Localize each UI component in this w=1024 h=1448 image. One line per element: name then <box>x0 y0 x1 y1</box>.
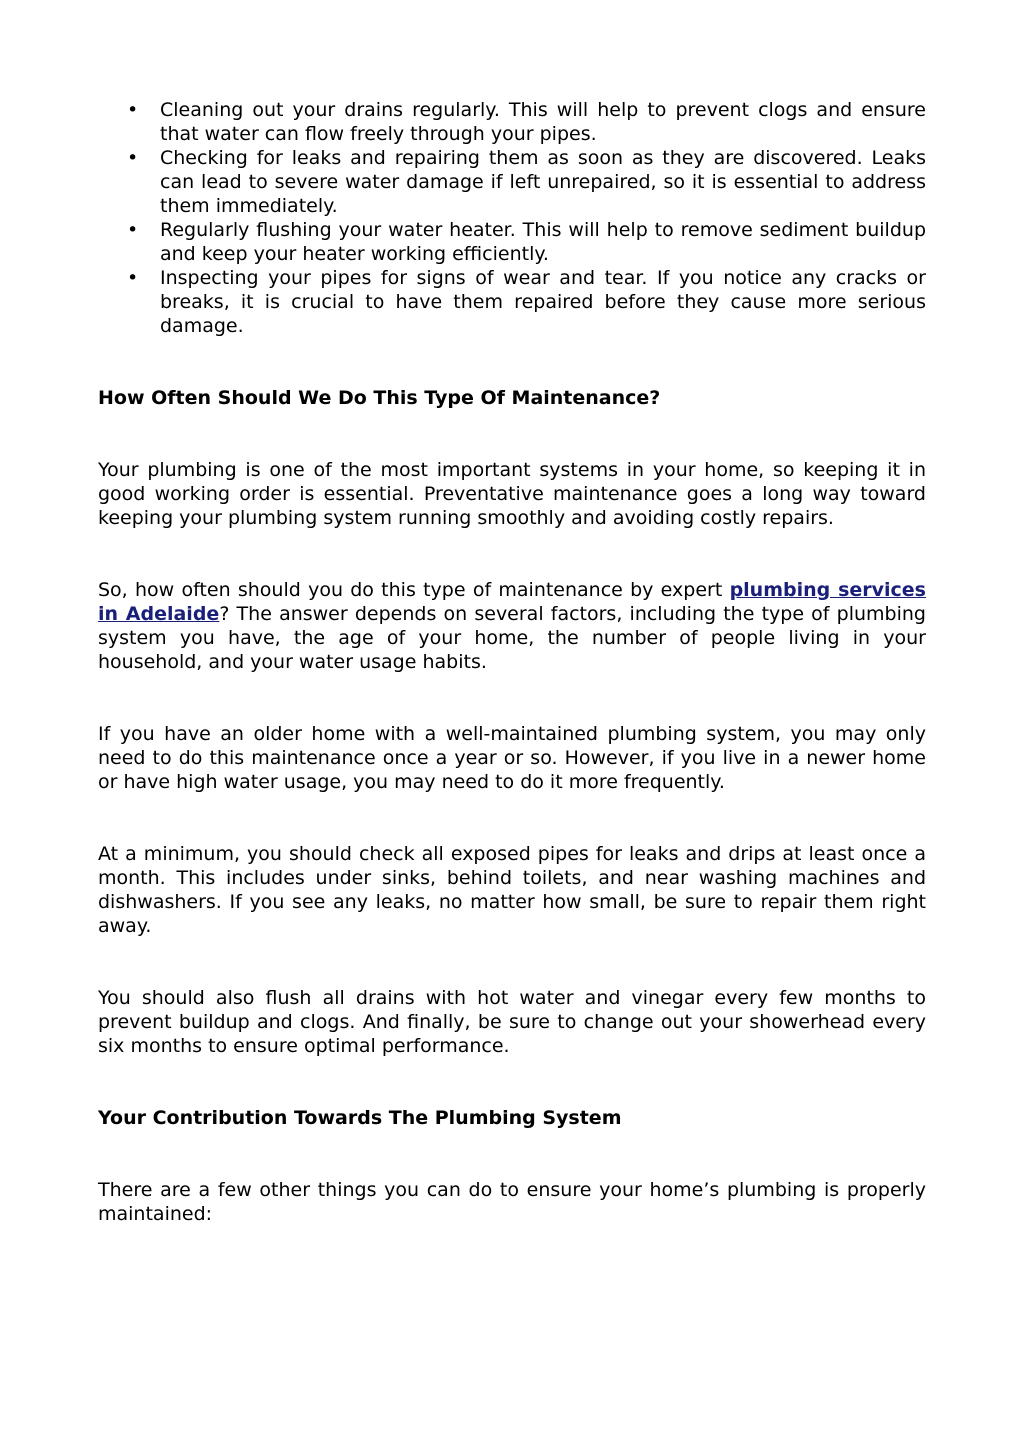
paragraph-importance: Your plumbing is one of the most important systems in your home, so keeping it in good working order is essential. Preventative maintenance goes a long way toward keeping your plumbing system running smoothly and avoiding costly repairs. <box>98 459 926 529</box>
list-item-text: Inspecting your pipes for signs of wear and tear. If you notice any cracks or breaks, it is crucial to have them repaired before they cause more serious damage. <box>160 267 926 337</box>
paragraph-other-things: There are a few other things you can do to ensure your home’s plumbing is properly maintained: <box>98 1179 926 1225</box>
paragraph-older-home: If you have an older home with a well-maintained plumbing system, you may only need to do this maintenance once a year or so. However, if you live in a newer home or have high water usage, you may need to do it more frequently. <box>98 723 926 793</box>
list-item-text: Regularly flushing your water heater. This will help to remove sediment buildup and keep your heater working efficiently. <box>160 219 926 265</box>
bullet-icon: • <box>127 267 139 289</box>
list-item-text: Checking for leaks and repairing them as soon as they are discovered. Leaks can lead to severe water damage if left unrepaired, so it is essential to address them immediately. <box>160 147 926 217</box>
plumbing-services-link[interactable]: plumbing services in Adelaide <box>98 579 926 625</box>
paragraph-text: So, how often should you do this type of maintenance by expert <box>98 579 730 601</box>
list-item-text: Cleaning out your drains regularly. This will help to prevent clogs and ensure that water can flow freely through your pipes. <box>160 99 926 145</box>
list-item <box>98 218 926 266</box>
list-item <box>98 146 926 218</box>
bullet-icon: • <box>127 219 139 241</box>
list-item <box>98 98 926 146</box>
document-page <box>98 98 926 1226</box>
bullet-icon: • <box>127 147 139 169</box>
list-item <box>98 266 926 338</box>
bullet-icon: • <box>127 99 139 121</box>
paragraph-how-often <box>98 578 926 674</box>
maintenance-frequency-heading: How Often Should We Do This Type Of Maintenance? <box>98 387 661 409</box>
paragraph-flush-drains: You should also flush all drains with hot water and vinegar every few months to prevent buildup and clogs. And finally, be sure to change out your showerhead every six months to ensure optimal performance. <box>98 987 926 1057</box>
contribution-heading: Your Contribution Towards The Plumbing System <box>98 1107 622 1129</box>
maintenance-bullet-list <box>98 98 926 338</box>
paragraph-minimum-checks: At a minimum, you should check all exposed pipes for leaks and drips at least once a month. This includes under sinks, behind toilets, and near washing machines and dishwashers. If you see any leaks, no matter how small, be sure to repair them right away. <box>98 843 926 937</box>
paragraph-text: ? The answer depends on several factors, including the type of plumbing system you have, the age of your home, the number of people living in your household, and your water usage habits. <box>98 603 926 673</box>
